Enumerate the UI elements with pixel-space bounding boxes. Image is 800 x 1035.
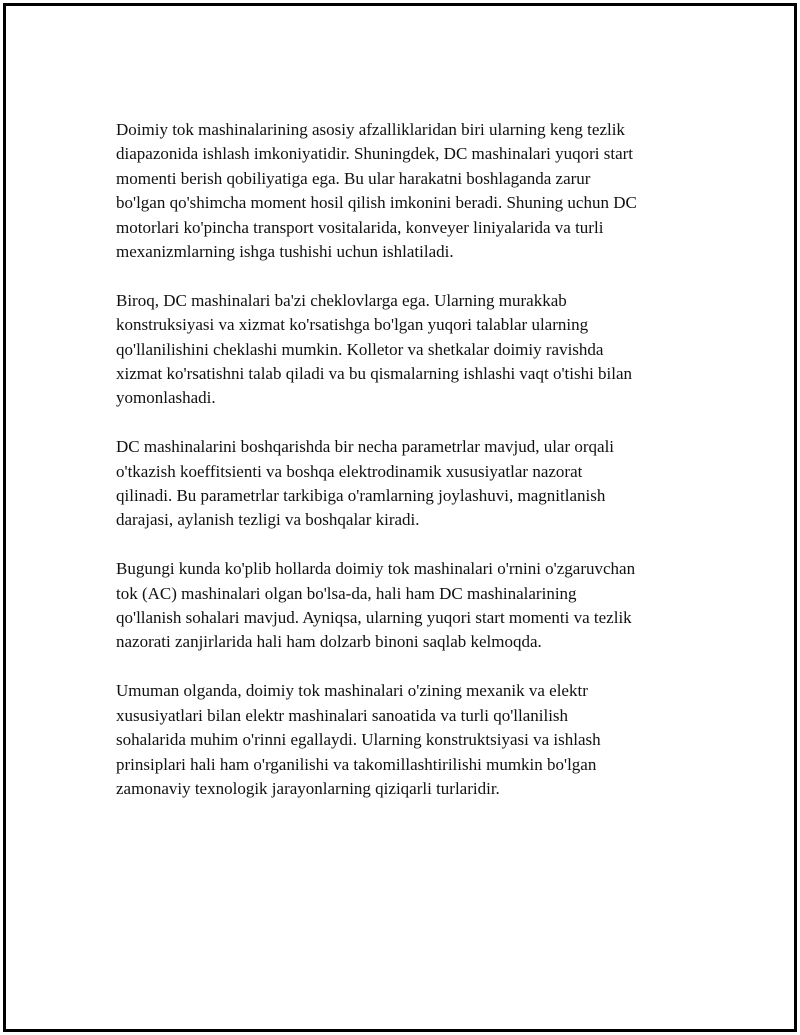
paragraph-conclusion: Umuman olganda, doimiy tok mashinalari o'zining mexanik va elektr xususiyatlari bilan elektr mashinalari sanoatida va turli qo'llanilish sohalarida muhim o'rinni egallaydi. Ularning konstruktsiyasi va ishlash prinsiplari hali ham o'rganilishi va takomillashtirilishi mumkin bo'lgan zamonaviy texnologik jarayonlarning qiziqarli turlaridir. (116, 681, 601, 798)
document-body (116, 118, 684, 826)
paragraph-limitations: Biroq, DC mashinalari ba'zi cheklovlarga ega. Ularning murakkab konstruksiyasi va xizmat ko'rsatishga bo'lgan yuqori talablar ularning qo'llanilishini cheklashi mumkin. Kolletor va shetkalar doimiy ravishda xizmat ko'rsatishni talab qiladi va bu qismalarning ishlashi vaqt o'tishi bilan yomonlashadi. (116, 290, 633, 408)
paragraph-control-parameters: DC mashinalarini boshqarishda bir necha parametrlar mavjud, ular orqali o'tkazish koeffitsienti va boshqa elektrodinamik xususiyatlar nazorat qilinadi. Bu parametrlar tarkibiga o'ramlarning joylashuvi, magnitlanish darajasi, aylanish tezligi va boshqalar kiradi. (116, 437, 615, 530)
paragraph-advantages: Doimiy tok mashinalarining asosiy afzalliklaridan biri ularning keng tezlik diapazonida ishlash imkoniyatidir. Shuningdek, DC mashinalari yuqori start momenti berish qobiliyatiga ega. Bu ular harakatni boshlaganda zarur bo'lgan qo'shimcha moment hosil qilish imkonini beradi. Shuning uchun DC motorlari ko'pincha transport vositalarida, konveyer liniyalarida va turli mexanizmlarning ishga tushishi uchun ishlatiladi. (116, 120, 637, 262)
paragraph-current-usage: Bugungi kunda ko'plib hollarda doimiy tok mashinalari o'rnini o'zgaruvchan tok (AC) mashinalari olgan bo'lsa-da, hali ham DC mashinalarining qo'llanish sohalari mavjud. Ayniqsa, ularning yuqori start momenti va tezlik nazorati zanjirlarida hali ham dolzarb binoni saqlab kelmoqda. (116, 559, 636, 652)
